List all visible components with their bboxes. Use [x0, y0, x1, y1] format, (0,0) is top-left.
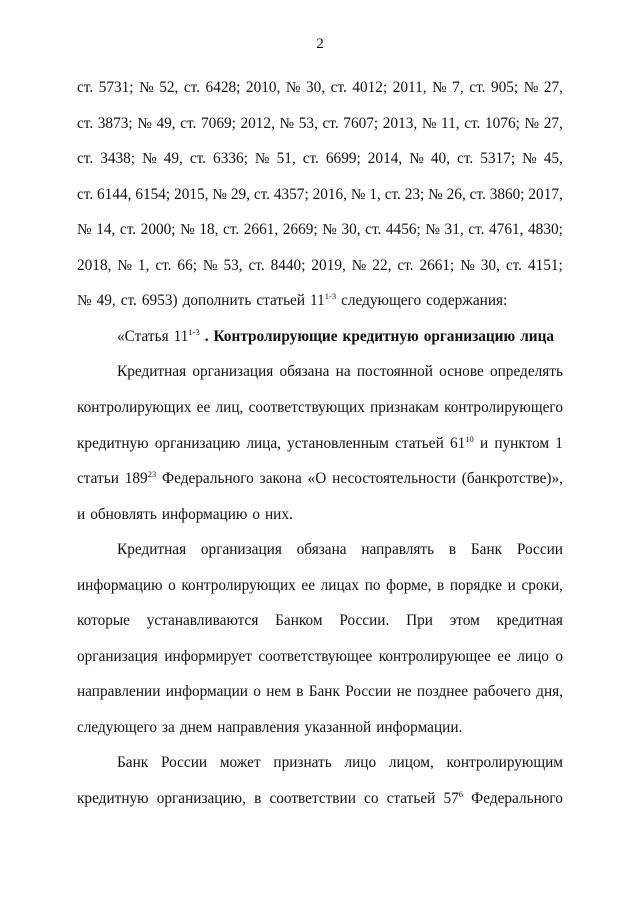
word: содержания: — [426, 292, 508, 310]
word: 53, — [298, 114, 318, 132]
word: контролирующих — [77, 398, 192, 416]
word: контролирующее — [378, 647, 491, 665]
word: ст. — [469, 185, 486, 203]
word: № — [202, 256, 218, 274]
word: 49, — [163, 150, 183, 168]
word: 3438; — [100, 150, 136, 168]
word: следующего — [77, 718, 157, 736]
word: 7, — [452, 79, 464, 96]
word: 23; — [404, 185, 425, 203]
word: них. — [264, 505, 293, 523]
word: Федерального — [162, 470, 254, 488]
text-line — [117, 327, 563, 347]
text-line — [117, 540, 563, 560]
word: 2017, — [528, 185, 563, 203]
word: ст. — [468, 221, 485, 239]
word: 3873; — [97, 114, 133, 132]
word: России. — [339, 612, 390, 630]
word: 6336; — [213, 150, 248, 168]
word: 4012; — [352, 79, 388, 96]
word: 45, — [543, 150, 563, 168]
word: При — [406, 612, 433, 630]
word: № — [139, 79, 154, 96]
word: соответствии — [269, 790, 356, 807]
word: позднее — [416, 683, 469, 701]
word: информацию — [161, 505, 248, 523]
word: со — [364, 790, 379, 807]
article-heading-word: . — [204, 327, 209, 345]
word: 11, — [441, 114, 460, 132]
word: России — [345, 683, 392, 701]
word: № — [522, 150, 537, 168]
word: России — [516, 541, 563, 559]
article-heading-word: Контролирующие — [213, 327, 338, 345]
word: 6953) — [141, 292, 178, 310]
word: информации — [165, 683, 248, 701]
word: 8440; — [270, 256, 306, 274]
word: № — [322, 221, 337, 239]
word: следующего — [341, 292, 422, 310]
word: 2011, — [392, 79, 427, 96]
word: обязана — [279, 363, 330, 381]
word: 2015, — [174, 185, 209, 203]
text-line — [77, 256, 563, 276]
text-line — [77, 434, 563, 454]
text-line — [77, 611, 563, 631]
text-line — [117, 362, 563, 382]
word: 4151; — [527, 256, 563, 274]
word: № — [279, 114, 295, 132]
word: № — [428, 185, 443, 203]
word: 2669; — [282, 221, 318, 239]
word: № — [137, 114, 152, 132]
word: ст. — [302, 150, 319, 168]
word: 4456; — [385, 221, 421, 239]
word: статьей — [256, 292, 306, 310]
word: ст. — [253, 185, 270, 203]
word: организацию — [154, 434, 241, 452]
word: 6428; — [205, 79, 241, 96]
word: 2010, — [245, 79, 281, 96]
word: несостоятельности — [332, 470, 456, 488]
text-line — [77, 398, 563, 418]
superscript-index: 6 — [458, 789, 464, 799]
word: обязана — [296, 541, 347, 559]
word: ст. — [183, 79, 201, 96]
word: ее — [497, 647, 511, 665]
word: ст. — [384, 185, 401, 203]
word: контролирующих — [181, 576, 296, 594]
word: № — [421, 114, 437, 132]
word: за — [161, 718, 175, 736]
word: лицах — [320, 576, 360, 594]
word: № — [142, 150, 157, 168]
word: Банк — [308, 683, 340, 701]
word: ее — [196, 398, 211, 416]
article-heading-word: кредитную — [342, 327, 419, 345]
word: в — [437, 576, 445, 594]
word: ст. — [77, 79, 94, 96]
superscript-index: 1-3 — [324, 291, 337, 302]
word: 22, — [372, 256, 392, 274]
word: 2018, — [77, 256, 112, 274]
word: постоянной — [356, 363, 433, 381]
word: 2661, — [243, 221, 279, 239]
word: № — [77, 221, 92, 239]
word: обновлять — [90, 505, 157, 523]
superscript-index: 1-3 — [188, 326, 200, 337]
word: 4357; — [273, 185, 309, 203]
word: № — [409, 150, 424, 168]
word: № — [432, 79, 447, 96]
text-line — [77, 505, 563, 525]
word: 30, — [480, 256, 500, 274]
word: по — [364, 576, 381, 594]
word: 4830; — [528, 221, 563, 239]
word: ст. — [77, 114, 94, 132]
text-line — [77, 220, 563, 240]
word: организация — [192, 363, 274, 381]
word: не — [396, 683, 412, 701]
word: направлять — [361, 541, 435, 559]
word: в — [296, 683, 304, 701]
word: рабочего — [473, 683, 531, 701]
word: Федерального — [471, 790, 563, 807]
word: Банк — [470, 541, 503, 559]
word: 905; — [490, 79, 519, 96]
word: днем — [179, 718, 213, 736]
word: ст. — [120, 292, 137, 310]
word: лицо — [344, 754, 377, 772]
word: Банк — [117, 754, 149, 772]
word: 11$^{1-3}$ — [310, 291, 337, 310]
word: 6699; — [325, 150, 361, 168]
word: № — [254, 150, 270, 168]
word: контролирующим — [446, 754, 563, 772]
word: $57^6$ — [443, 789, 464, 807]
word: лиц, — [215, 398, 244, 416]
word: 29, — [230, 185, 250, 203]
word: форме, — [386, 576, 432, 594]
word: 52, — [159, 79, 179, 96]
word: ст. — [397, 256, 414, 274]
word: закона — [259, 470, 302, 488]
word: 6144, — [97, 185, 132, 203]
word: 1076; — [485, 114, 520, 132]
word: 30, — [306, 79, 326, 96]
word: № — [180, 221, 195, 239]
word: статьей — [386, 790, 436, 807]
word: «О — [307, 470, 327, 488]
word: 51, — [276, 150, 296, 168]
word: ст. — [330, 79, 347, 96]
word: ст. — [119, 221, 137, 239]
word: № — [117, 256, 132, 274]
word: которые — [77, 612, 130, 630]
text-line — [117, 753, 563, 773]
word: признакам — [370, 398, 439, 416]
word: № — [350, 185, 366, 203]
word: о — [253, 683, 261, 701]
word: дня, — [536, 683, 563, 701]
word: 4761, — [489, 221, 524, 239]
word: и — [77, 505, 86, 523]
word: ст. — [365, 221, 382, 239]
word: ст. — [77, 150, 94, 168]
word: организация — [200, 541, 282, 559]
word: № — [351, 256, 367, 274]
word: направлении — [77, 683, 161, 701]
text-line — [77, 576, 563, 596]
superscript-index: 10 — [465, 433, 474, 444]
word: № — [460, 256, 475, 274]
word: № — [77, 292, 92, 310]
word: России — [160, 754, 208, 772]
word: $189^{23}$ — [124, 469, 157, 488]
text-line — [77, 185, 563, 205]
word: дополнить — [182, 292, 252, 310]
word: 1 — [555, 434, 563, 452]
word: 3860; — [489, 185, 525, 203]
word: 2000; — [140, 221, 176, 239]
word: 49, — [96, 292, 116, 310]
word: направления — [217, 718, 300, 736]
word: 31, — [444, 221, 464, 239]
word: о — [252, 505, 260, 523]
page-number: 2 — [316, 36, 324, 52]
text-line — [77, 647, 563, 667]
word: и — [479, 434, 489, 452]
word: установленным — [287, 434, 389, 452]
text-line — [77, 149, 563, 169]
word: ст. — [77, 185, 94, 203]
word: ст. — [322, 114, 339, 132]
word: Кредитная — [117, 363, 187, 381]
word: 2012, — [240, 114, 275, 132]
superscript-index: 23 — [147, 469, 157, 480]
word: 40, — [430, 150, 450, 168]
word: 49, — [156, 114, 176, 132]
word: нем — [266, 683, 291, 701]
word: информирует — [164, 647, 252, 665]
word: этом — [449, 612, 480, 630]
word: устанавливаются — [146, 612, 259, 630]
word: контролирующего — [444, 398, 563, 416]
word: о — [168, 576, 176, 594]
word: № — [523, 79, 539, 96]
word: соответствующее — [258, 647, 373, 665]
word: № — [524, 114, 540, 132]
word: ст. — [464, 114, 481, 132]
text-line — [77, 78, 563, 98]
word: порядке — [449, 576, 503, 594]
word: 11$^{1-3}$ — [173, 326, 200, 345]
word: и — [507, 576, 516, 594]
word: информации. — [376, 718, 463, 736]
word: $61^{10}$ — [449, 433, 474, 452]
word: 27, — [543, 79, 563, 96]
word: 2661; — [419, 256, 455, 274]
word: организация — [77, 647, 158, 665]
word: кредитную — [77, 790, 149, 807]
word: 7069; — [201, 114, 236, 132]
word: ст. — [248, 256, 265, 274]
word: в — [448, 541, 457, 559]
word: сроки, — [521, 576, 563, 594]
word: № — [425, 221, 440, 239]
word: 2013, — [382, 114, 418, 132]
word: 6154; — [135, 185, 171, 203]
word: о — [555, 647, 563, 665]
word: признать — [273, 754, 332, 772]
word: 1, — [137, 256, 150, 274]
article-heading-word: лица — [520, 327, 555, 345]
word: организацию, — [156, 790, 246, 807]
word: определять — [489, 363, 563, 381]
text-line — [77, 789, 563, 809]
text-line — [77, 682, 563, 702]
word: основе — [439, 363, 484, 381]
word: 14, — [96, 221, 116, 239]
text-line — [77, 718, 563, 738]
word: ст. — [505, 256, 522, 274]
word: лицо — [517, 647, 549, 665]
word: лицом, — [388, 754, 434, 772]
word: кредитную — [77, 434, 149, 452]
word: 18, — [199, 221, 219, 239]
word: может — [219, 754, 261, 772]
word: ст. — [155, 256, 172, 274]
word: 27, — [543, 114, 563, 132]
text-line — [77, 291, 563, 311]
word: ст. — [223, 221, 240, 239]
word: статьи — [77, 470, 119, 488]
word: «Статья — [117, 327, 169, 345]
word: ст. — [469, 79, 486, 96]
word: пунктом — [494, 434, 550, 452]
word: в — [254, 790, 262, 807]
word: ст. — [180, 114, 197, 132]
word: № — [285, 79, 301, 96]
word: № — [212, 185, 227, 203]
word: 7607; — [343, 114, 379, 132]
text-line — [77, 114, 563, 134]
article-heading-word: организацию — [423, 327, 516, 345]
word: 1, — [369, 185, 381, 203]
word: 30, — [341, 221, 361, 239]
word: 66; — [177, 256, 197, 274]
word: информацию — [77, 576, 163, 594]
word: Банком — [275, 612, 323, 630]
text-line — [77, 469, 563, 489]
word: на — [335, 363, 351, 381]
word: ст. — [457, 150, 474, 168]
word: лица, — [246, 434, 281, 452]
word: статьей — [395, 434, 444, 452]
word: соответствующих — [248, 398, 365, 416]
word: 26, — [446, 185, 466, 203]
word: 2016, — [312, 185, 347, 203]
word: указанной — [304, 718, 372, 736]
word: 53, — [223, 256, 243, 274]
word: 2019, — [311, 256, 346, 274]
word: кредитная — [496, 612, 563, 630]
word: (банкротстве)», — [461, 470, 563, 488]
word: ст. — [189, 150, 207, 168]
word: 5317; — [480, 150, 516, 168]
word: 2014, — [367, 150, 403, 168]
word: 5731; — [98, 79, 134, 96]
word: ее — [301, 576, 316, 594]
word: Кредитная — [117, 541, 187, 559]
